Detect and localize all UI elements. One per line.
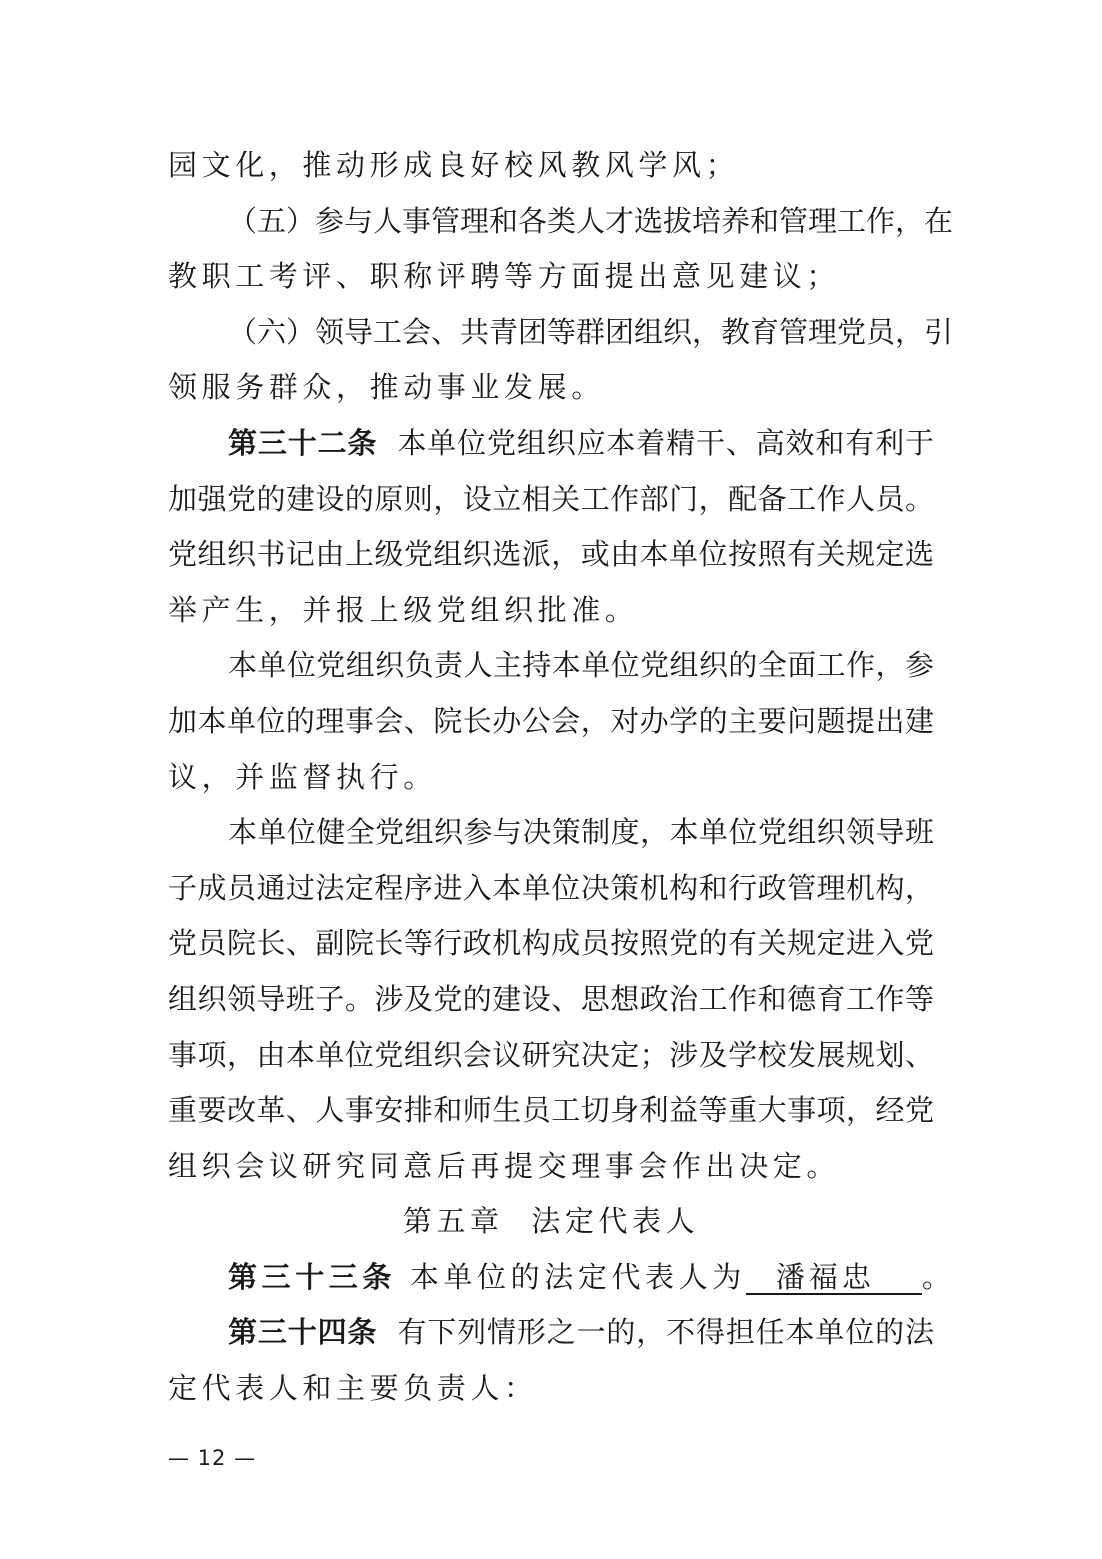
text-line: 组织领导班子。涉及党的建设、思想政治工作和德育工作等 — [168, 981, 934, 1016]
text-line: 议，并监督执行。 — [168, 759, 437, 794]
article-text: 本单位党组织应本着精干、高效和有利于 — [397, 425, 934, 460]
text-line: 定代表人和主要负责人： — [168, 1371, 538, 1406]
text-line: 党员院长、副院长等行政机构成员按照党的有关规定进入党 — [168, 926, 934, 961]
article-34-line — [168, 1305, 934, 1361]
text-line: （六）领导工会、共青团等群团组织，教育管理党员，引 — [228, 314, 954, 349]
text-line: 教职工考评、职称评聘等方面提出意见建议； — [168, 259, 841, 294]
text-line: 子成员通过法定程序进入本单位决策机构和行政管理机构， — [168, 870, 934, 905]
text-line: 本单位健全党组织参与决策制度，本单位党组织领导班 — [228, 815, 934, 850]
text-line: 组织会议研究同意后再提交理事会作出决定。 — [168, 1148, 841, 1183]
page-number: — 12 — — [168, 1446, 257, 1470]
text-line: 重要改革、人事安排和师生员工切身利益等重大事项，经党 — [168, 1093, 934, 1128]
text-line: 园文化，推动形成良好校风教风学风； — [168, 148, 740, 182]
text-line: 加强党的建设的原则，设立相关工作部门，配备工作人员。 — [168, 481, 934, 516]
article-heading: 第三十三条 — [228, 1259, 397, 1294]
text-line: 加本单位的理事会、院长办公会，对办学的主要问题提出建 — [168, 703, 934, 738]
document-page — [168, 138, 956, 1417]
text-line: 事项，由本单位党组织会议研究决定；涉及学校发展规划、 — [168, 1037, 934, 1072]
article-heading: 第三十二条 — [228, 425, 378, 460]
article-text: 本单位的法定代表人为 — [409, 1259, 746, 1294]
text-line: （五）参与人事管理和各类人才选拔培养和管理工作，在 — [228, 203, 954, 238]
article-text: 有下列情形之一的，不得担任本单位的法 — [397, 1315, 934, 1350]
article-heading: 第三十四条 — [228, 1315, 378, 1350]
article-33-line — [168, 1250, 956, 1306]
text-line: 党组织书记由上级党组织选派，或由本单位按照有关规定选 — [168, 537, 934, 572]
legal-representative-name: 潘福忠 — [746, 1261, 922, 1295]
article-32-line — [168, 416, 934, 472]
article-text-end: 。 — [921, 1259, 956, 1294]
text-line: 本单位党组织负责人主持本单位党组织的全面工作，参 — [228, 648, 934, 683]
chapter-title: 第五章 法定代表人 — [402, 1204, 700, 1239]
text-line: 举产生，并报上级党组织批准。 — [168, 592, 639, 627]
text-line: 领服务群众，推动事业发展。 — [168, 370, 605, 405]
